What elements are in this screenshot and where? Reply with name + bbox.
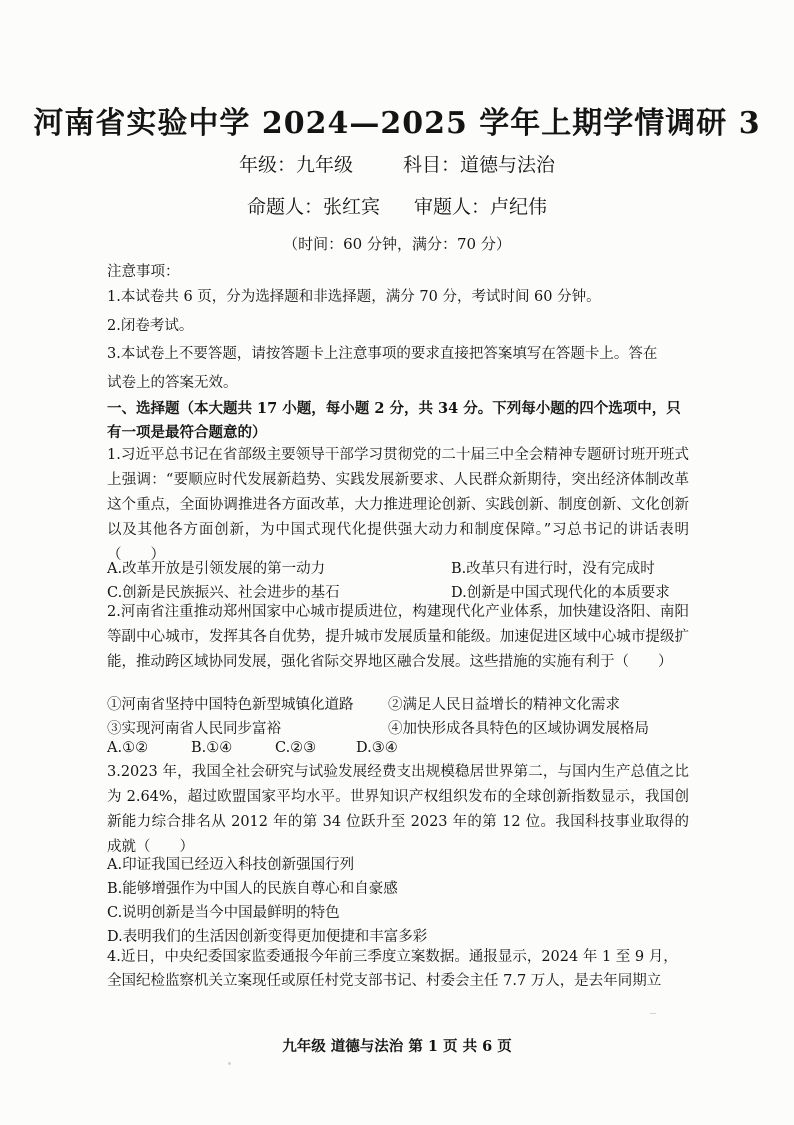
- grade-subject-line: [0, 150, 794, 177]
- section-heading-line-2: 有一项是最符合题意的）: [107, 424, 267, 441]
- question-3-stem: 3.2023 年，我国全社会研究与试验发展经费支出规模稳居世界第二，与国内生产总值之比为 2.64%，超过欧盟国家平均水平。世界知识产权组织发布的全球创新指数显示，我国创新能力综合排名从 2012 年的第 34 位跃升至 2023 年的第 12 位。我国科技事业取得的成就（ ）: [107, 764, 689, 855]
- question-1-stem: 1.习近平总书记在省部级主要领导干部学习贯彻党的二十届三中全会精神专题研讨班开班式上强调：“要顺应时代发展新趋势、实践发展新要求、人民群众新期待，突出经济体制改革这个重点，全面协调推进各方面改革，大力推进理论创新、实践创新、制度创新、文化创新以及其他各方面创新，为中国式现代化提供强大动力和制度保障。”习总书记的讲话表明（ ）: [107, 447, 689, 563]
- question-4-line-1: 4.近日，中央纪委国家监委通报今年前三季度立案数据。通报显示，2024 年 1 至 9 月，: [107, 949, 678, 965]
- question-2-statement-1: ①河南省坚持中国特色新型城镇化道路: [107, 697, 354, 713]
- subject-label: 科目：道德与法治: [403, 154, 556, 176]
- notes-heading: 注意事项：: [107, 264, 180, 280]
- question-3-option-d: D.表明我们的生活因创新变得更加便捷和丰富多彩: [107, 929, 428, 945]
- note-item-3-line-2: 试卷上的答案无效。: [107, 375, 238, 391]
- question-1-option-c: C.创新是民族振兴、社会进步的基石: [107, 585, 340, 601]
- question-3-option-c: C.说明创新是当今中国最鲜明的特色: [107, 905, 340, 921]
- reviewer-label: 审题人：卢纪伟: [414, 196, 548, 218]
- section-heading-line-1: 一、选择题（本大题共 17 小题，每小题 2 分，共 34 分。下列每小题的四个选项中，只: [107, 400, 681, 417]
- exam-title: 河南省实验中学 2024—2025 学年上期学情调研 3: [33, 106, 761, 141]
- question-2-statement-2: ②满足人民日益增长的精神文化需求: [388, 697, 620, 713]
- setter-label: 命题人：张红宾: [246, 196, 380, 218]
- question-2-option-d: D.③④: [356, 740, 398, 756]
- question-1-option-a: A.改革开放是引领发展的第一动力: [107, 561, 326, 577]
- time-info: （时间：60 分钟，满分：70 分）: [283, 235, 511, 253]
- question-1-option-b: B.改革只有进行时，没有完成时: [451, 561, 655, 577]
- question-2-option-c: C.②③: [275, 740, 317, 756]
- question-2-statement-3: ③实现河南省人民同步富裕: [107, 721, 281, 737]
- question-2-option-b: B.①④: [191, 740, 233, 756]
- note-item-2: 2.闭卷考试。: [107, 318, 194, 334]
- note-item-1: 1.本试卷共 6 页，分为选择题和非选择题，满分 70 分，考试时间 60 分钟。: [107, 289, 601, 305]
- note-item-3-line-1: 3.本试卷上不要答题，请按答题卡上注意事项的要求直接把答案填写在答题卡上。答在: [107, 346, 658, 362]
- scan-speck: [228, 1062, 231, 1065]
- grade-label: 年级：九年级: [238, 154, 353, 176]
- question-2-statement-4: ④加快形成各具特色的区域协调发展格局: [388, 721, 649, 737]
- page-footer: 九年级 道德与法治 第 1 页 共 6 页: [282, 1038, 512, 1055]
- scan-mark: [650, 1013, 656, 1014]
- question-2-option-a: A.①②: [107, 740, 149, 756]
- question-3-option-b: B.能够增强作为中国人的民族自尊心和自豪感: [107, 881, 398, 897]
- question-2-stem: 2.河南省注重推动郑州国家中心城市提质进位，构建现代化产业体系，加快建设洛阳、南阳等副中心城市，发挥其各自优势，提升城市发展质量和能级。加速促进区域中心城市提级扩能，推动跨区域协同发展，强化省际交界地区融合发展。这些措施的实施有利于（ ）: [107, 604, 689, 670]
- question-3-option-a: A.印证我国已经迈入科技创新强国行列: [107, 857, 355, 873]
- setter-reviewer-line: [0, 192, 794, 219]
- question-1-option-d: D.创新是中国式现代化的本质要求: [451, 585, 670, 601]
- question-4-line-2: 全国纪检监察机关立案现任或原任村党支部书记、村委会主任 7.7 万人，是去年同期立: [107, 973, 662, 989]
